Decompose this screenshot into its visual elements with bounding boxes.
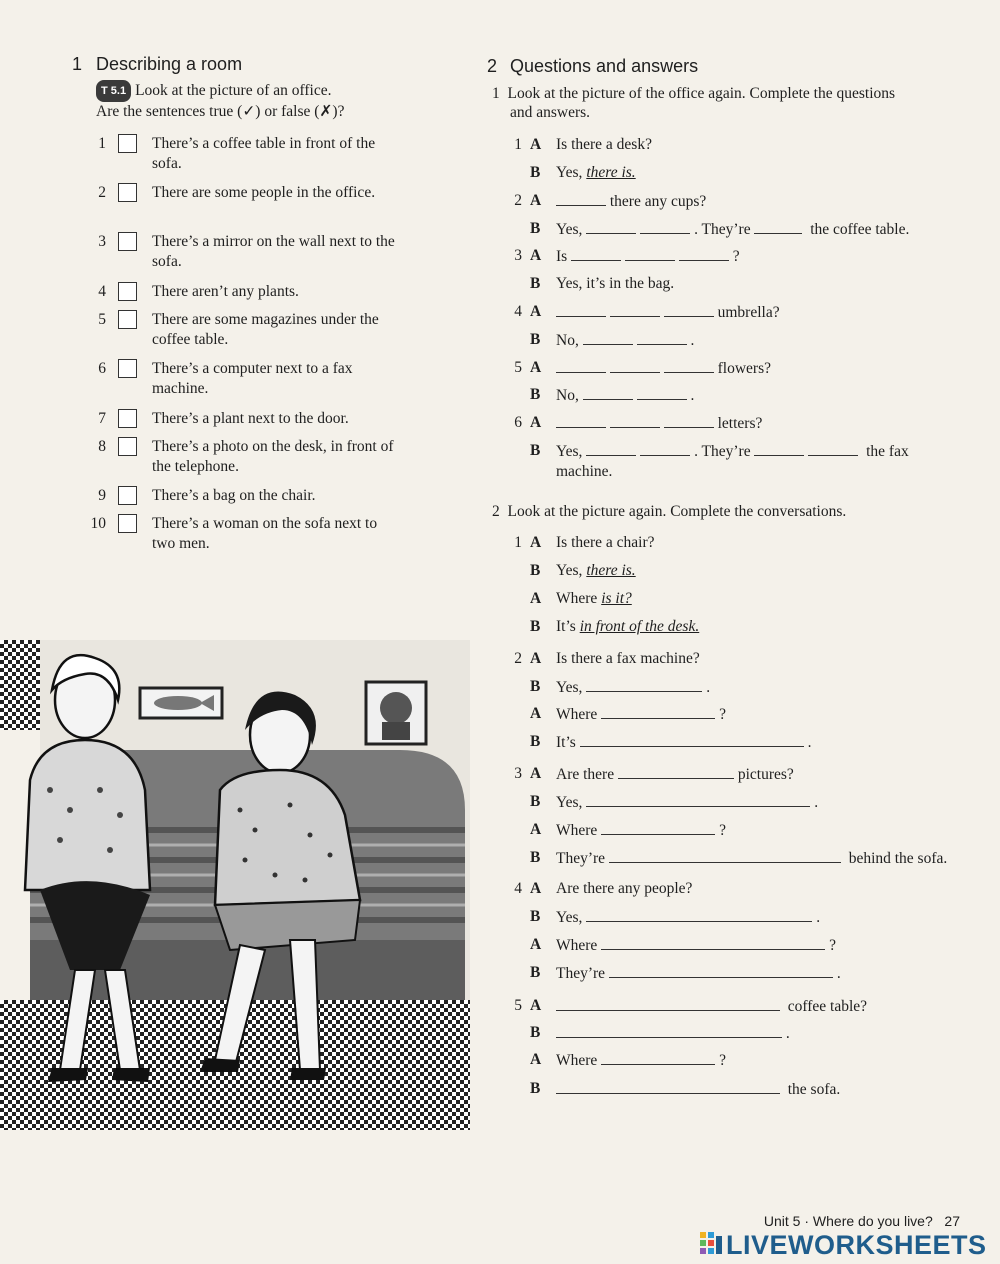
blank-input[interactable]	[664, 302, 714, 317]
two-women-on-sofa-drawing	[0, 640, 470, 1130]
worksheet-page: 1 Describing a room T 5.1 Look at the picture of an office. Are the sentences true (✓) or false (✗)? 1 There’s a coffee table in front of the sofa. 2 There are some people in the office. 3 There’s a mirror on the wall next to the sofa. 4 There aren’t any plants. 5 There are some magazines under the coffee table. 6 There’s a computer next to a fax machine. 7 There’s a plant next to the door. 8 There’s a photo on the desk, in front of the telephone. 9 There’s a bag on the chair. 10 There’s a woman on the sofa next to two men. 2 Questions and answers 1 Look at the picture of the office again. Complete the questions and answers. 1 A Is there a desk? B Yes, there is. 2 A there any cups? B Yes, . They’re the coffee table. 3 A Is ? B Yes, it’s in the bag. 4 A umbrella? B No, . 5 A flowers? B No, . 6 A letters? B Yes, . They’re the fax machine. 2 Look at the picture again. Complete the conversations. 1 A Is there a chair? B Yes, there is. A Where is it? B It’s in front of the desk. 2 A Is there a fax machine? B Yes, . A Where ? B It’s . 3 A Are there pictures? B Yes, . A Where ? B They’re behind the sofa. 4 A Are there any people? B Yes, . A Where ? B They’re . 5 A coffee table? B . A Where ? B the sofa. Unit 5 · Where do you live? 27 LIVEWORKSHEETS	[0, 0, 1000, 1264]
blank-input[interactable]	[637, 330, 687, 345]
blank-input[interactable]	[601, 820, 715, 835]
blank-input[interactable]	[586, 441, 636, 456]
tf-item-10: 10 There’s a woman on the sofa next to two men.	[90, 515, 378, 552]
blank-input[interactable]	[637, 385, 687, 400]
blank-input[interactable]	[556, 358, 606, 373]
blank-input[interactable]	[580, 732, 804, 747]
tf-checkbox-2[interactable]	[118, 183, 137, 202]
blank-input[interactable]	[556, 413, 606, 428]
liveworksheets-icon	[700, 1232, 722, 1258]
blank-input[interactable]	[601, 704, 715, 719]
blank-input[interactable]	[664, 358, 714, 373]
blank-input[interactable]	[610, 358, 660, 373]
blank-input[interactable]	[618, 764, 734, 779]
tf-item-1: 1 There’s a coffee table in front of the sofa.	[98, 135, 376, 172]
section2-title: Questions and answers	[510, 56, 699, 76]
tf-item-4: 4 There aren’t any plants.	[98, 283, 299, 300]
blank-input[interactable]	[601, 1050, 715, 1065]
tf-checkbox-5[interactable]	[118, 310, 137, 329]
blank-input[interactable]	[679, 246, 729, 261]
tf-checkbox-8[interactable]	[118, 437, 137, 456]
tf-checkbox-10[interactable]	[118, 514, 137, 533]
audio-track-badge[interactable]: T 5.1	[96, 80, 131, 102]
tf-checkbox-9[interactable]	[118, 486, 137, 505]
blank-input[interactable]	[610, 413, 660, 428]
tf-checkbox-4[interactable]	[118, 282, 137, 301]
blank-input[interactable]	[556, 191, 606, 206]
office-illustration	[0, 640, 470, 1130]
liveworksheets-logo[interactable]: LIVEWORKSHEETS	[700, 1230, 987, 1261]
blank-input[interactable]	[610, 302, 660, 317]
blank-input[interactable]	[571, 246, 621, 261]
tf-item-2: 2 There are some people in the office.	[98, 184, 376, 201]
part1-instruction: 1 Look at the picture of the office again. Complete the questions and answers.	[492, 85, 896, 121]
blank-input[interactable]	[601, 935, 825, 950]
tf-item-9: 9 There’s a bag on the chair.	[98, 487, 316, 504]
blank-input[interactable]	[556, 1023, 782, 1038]
tf-checkbox-3[interactable]	[118, 232, 137, 251]
tf-item-6: 6 There’s a computer next to a fax machine.	[98, 360, 353, 397]
blank-input[interactable]	[583, 330, 633, 345]
blank-input[interactable]	[609, 848, 841, 863]
blank-input[interactable]	[640, 441, 690, 456]
blank-input[interactable]	[556, 302, 606, 317]
blank-input[interactable]	[609, 963, 833, 978]
blank-input[interactable]	[754, 441, 804, 456]
blank-input[interactable]	[586, 219, 636, 234]
blank-input[interactable]	[583, 385, 633, 400]
blank-input[interactable]	[808, 441, 858, 456]
section1-instruction: T 5.1 Look at the picture of an office. Are the sentences true (✓) or false (✗)?	[96, 82, 345, 120]
blank-input[interactable]	[664, 413, 714, 428]
tf-item-7: 7 There’s a plant next to the door.	[98, 410, 349, 427]
section1-title: Describing a room	[96, 54, 243, 74]
section1-number: 1	[72, 54, 83, 74]
blank-input[interactable]	[640, 219, 690, 234]
tf-checkbox-6[interactable]	[118, 359, 137, 378]
blank-input[interactable]	[556, 1079, 780, 1094]
tf-item-3: 3 There’s a mirror on the wall next to the sofa.	[98, 233, 395, 270]
blank-input[interactable]	[586, 677, 702, 692]
section2-number: 2	[487, 56, 498, 76]
part2-instruction: 2 Look at the picture again. Complete the conversations.	[492, 503, 847, 520]
tf-checkbox-7[interactable]	[118, 409, 137, 428]
blank-input[interactable]	[586, 907, 812, 922]
tf-item-8: 8 There’s a photo on the desk, in front of the telephone.	[98, 438, 394, 475]
blank-input[interactable]	[754, 219, 802, 234]
tf-checkbox-1[interactable]	[118, 134, 137, 153]
page-footer: Unit 5 · Where do you live? 27	[763, 1213, 960, 1229]
blank-input[interactable]	[586, 792, 810, 807]
tf-item-5: 5 There are some magazines under the coffee table.	[98, 311, 379, 348]
blank-input[interactable]	[556, 996, 780, 1011]
blank-input[interactable]	[625, 246, 675, 261]
